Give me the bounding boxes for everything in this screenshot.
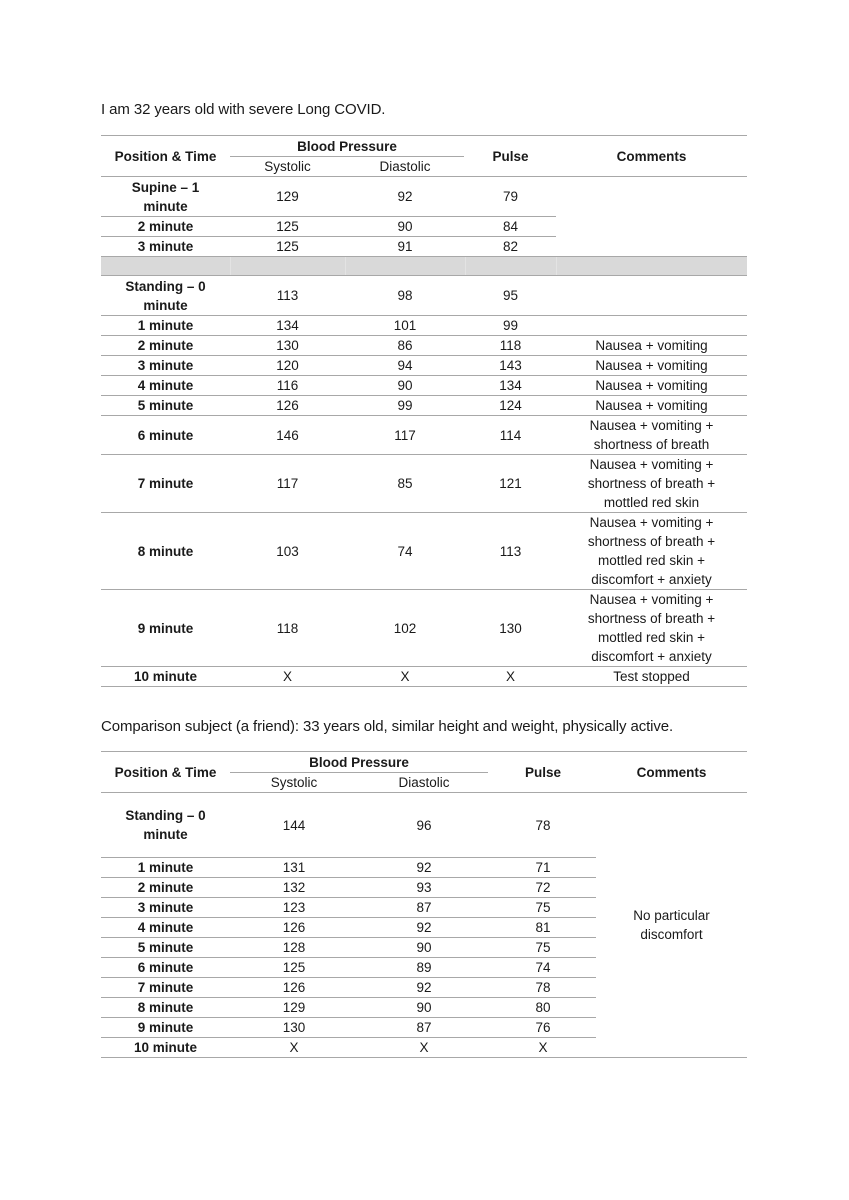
cell-comment: Nausea + vomiting + shortness of breath + mottled red skin bbox=[556, 455, 747, 513]
cell-systolic: 130 bbox=[230, 336, 345, 356]
cell-pulse: 80 bbox=[490, 998, 596, 1018]
cell-position: 3 minute bbox=[101, 356, 230, 376]
section-separator bbox=[101, 257, 747, 276]
cell-diastolic: 92 bbox=[358, 978, 490, 998]
cell-position: 1 minute bbox=[101, 316, 230, 336]
separator-cell bbox=[345, 257, 465, 276]
cell-systolic: 118 bbox=[230, 590, 345, 667]
cell-diastolic: 92 bbox=[358, 918, 490, 938]
cell-systolic: X bbox=[230, 1038, 358, 1058]
cell-systolic: 128 bbox=[230, 938, 358, 958]
cell-position: 5 minute bbox=[101, 938, 230, 958]
cell-diastolic: 74 bbox=[345, 513, 465, 590]
cell-diastolic: 99 bbox=[345, 396, 465, 416]
cell-position: 7 minute bbox=[101, 455, 230, 513]
cell-pulse: 74 bbox=[490, 958, 596, 978]
cell-systolic: 103 bbox=[230, 513, 345, 590]
cell-systolic: 126 bbox=[230, 396, 345, 416]
cell-pulse: X bbox=[490, 1038, 596, 1058]
cell-diastolic: 102 bbox=[345, 590, 465, 667]
cell-systolic: X bbox=[230, 667, 345, 687]
comparison-bp-table bbox=[101, 751, 747, 1058]
cell-position: 4 minute bbox=[101, 918, 230, 938]
cell-position: 2 minute bbox=[101, 217, 230, 237]
cell-position: 1 minute bbox=[101, 858, 230, 878]
cell-comment: Nausea + vomiting bbox=[556, 336, 747, 356]
cell-diastolic: 101 bbox=[345, 316, 465, 336]
table-row bbox=[101, 177, 747, 217]
cell-systolic: 125 bbox=[230, 958, 358, 978]
cell-position: 9 minute bbox=[101, 1018, 230, 1038]
cell-pulse: 71 bbox=[490, 858, 596, 878]
cell-pulse: 143 bbox=[465, 356, 556, 376]
cell-comment: Nausea + vomiting + shortness of breath bbox=[556, 416, 747, 455]
cell-comment: Nausea + vomiting bbox=[556, 396, 747, 416]
cell-systolic: 129 bbox=[230, 998, 358, 1018]
table-row bbox=[101, 455, 747, 513]
cell-systolic: 113 bbox=[230, 276, 345, 316]
cell-pulse: 121 bbox=[465, 455, 556, 513]
cell-comment: No particular discomfort bbox=[596, 793, 747, 1058]
cell-pulse: 95 bbox=[465, 276, 556, 316]
cell-position: 4 minute bbox=[101, 376, 230, 396]
cell-systolic: 116 bbox=[230, 376, 345, 396]
cell-comment bbox=[556, 177, 747, 257]
comparison-intro: Comparison subject (a friend): 33 years old, similar height and weight, physically active. bbox=[101, 718, 674, 735]
cell-pulse: 75 bbox=[490, 938, 596, 958]
table-row bbox=[101, 396, 747, 416]
separator-cell bbox=[465, 257, 556, 276]
cell-pulse: 84 bbox=[465, 217, 556, 237]
patient-intro: I am 32 years old with severe Long COVID. bbox=[101, 101, 386, 118]
separator-cell bbox=[556, 257, 747, 276]
cell-systolic: 129 bbox=[230, 177, 345, 217]
cell-diastolic: 89 bbox=[358, 958, 490, 978]
header-position: Position & Time bbox=[101, 136, 230, 177]
cell-systolic: 125 bbox=[230, 217, 345, 237]
cell-diastolic: 98 bbox=[345, 276, 465, 316]
table-row bbox=[101, 590, 747, 667]
cell-position: 6 minute bbox=[101, 416, 230, 455]
cell-diastolic: 93 bbox=[358, 878, 490, 898]
table-row bbox=[101, 376, 747, 396]
cell-diastolic: 91 bbox=[397, 239, 413, 254]
cell-position: Supine – 1 minute bbox=[101, 177, 230, 217]
cell-pulse: 134 bbox=[465, 376, 556, 396]
cell-pulse: 81 bbox=[490, 918, 596, 938]
cell-comment: Nausea + vomiting bbox=[556, 376, 747, 396]
cell-diastolic: 87 bbox=[358, 898, 490, 918]
header-diastolic: Diastolic bbox=[345, 157, 465, 177]
table-row bbox=[101, 513, 747, 590]
separator-cell bbox=[101, 257, 230, 276]
cell-pulse: 99 bbox=[465, 316, 556, 336]
header-diastolic: Diastolic bbox=[358, 773, 490, 793]
table-row bbox=[101, 356, 747, 376]
cell-systolic: 126 bbox=[230, 978, 358, 998]
cell-diastolic: 92 bbox=[358, 858, 490, 878]
header-systolic: Systolic bbox=[230, 157, 345, 177]
cell-position: 8 minute bbox=[101, 998, 230, 1018]
cell-position: 5 minute bbox=[101, 396, 230, 416]
table-row bbox=[101, 667, 747, 687]
table-row bbox=[101, 316, 747, 336]
table-row bbox=[101, 336, 747, 356]
cell-diastolic: 86 bbox=[345, 336, 465, 356]
cell-position: 7 minute bbox=[101, 978, 230, 998]
cell-position: 3 minute bbox=[101, 898, 230, 918]
cell-position: 2 minute bbox=[101, 878, 230, 898]
cell-diastolic: 87 bbox=[358, 1018, 490, 1038]
cell-pulse: 78 bbox=[490, 793, 596, 858]
patient-bp-table bbox=[101, 135, 747, 687]
cell-comment: Test stopped bbox=[556, 667, 747, 687]
cell-position: Standing – 0 minute bbox=[101, 793, 230, 858]
header-comments: Comments bbox=[596, 752, 747, 793]
cell-position: 6 minute bbox=[101, 958, 230, 978]
cell-systolic: 130 bbox=[230, 1018, 358, 1038]
cell-comment bbox=[556, 316, 747, 336]
cell-pulse: 72 bbox=[490, 878, 596, 898]
cell-pulse: X bbox=[465, 667, 556, 687]
cell-diastolic: 94 bbox=[345, 356, 465, 376]
cell-pulse: 130 bbox=[465, 590, 556, 667]
cell-systolic: 146 bbox=[230, 416, 345, 455]
cell-systolic: 132 bbox=[230, 878, 358, 898]
cell-pulse: 118 bbox=[465, 336, 556, 356]
cell-pulse: 79 bbox=[465, 177, 556, 217]
table-row bbox=[101, 793, 747, 858]
header-blood-pressure: Blood Pressure bbox=[230, 137, 464, 157]
cell-pulse: 78 bbox=[490, 978, 596, 998]
cell-diastolic: 90 bbox=[345, 217, 465, 237]
cell-comment: Nausea + vomiting + shortness of breath + mottled red skin + discomfort + anxiety bbox=[556, 513, 747, 590]
cell-systolic: 117 bbox=[230, 455, 345, 513]
cell-pulse: 82 bbox=[502, 239, 519, 254]
cell-comment: Nausea + vomiting bbox=[556, 356, 747, 376]
cell-diastolic: 90 bbox=[358, 938, 490, 958]
cell-systolic: 120 bbox=[230, 356, 345, 376]
cell-systolic: 134 bbox=[230, 316, 345, 336]
header-blood-pressure: Blood Pressure bbox=[230, 753, 488, 773]
cell-systolic: 144 bbox=[230, 793, 358, 858]
cell-position: 3 minute bbox=[137, 239, 194, 254]
cell-position: 8 minute bbox=[101, 513, 230, 590]
cell-position: 10 minute bbox=[101, 1038, 230, 1058]
cell-position: Standing – 0 minute bbox=[101, 276, 230, 316]
header-pulse: Pulse bbox=[490, 752, 596, 793]
cell-systolic: 123 bbox=[230, 898, 358, 918]
header-comments: Comments bbox=[556, 136, 747, 177]
cell-comment bbox=[556, 276, 747, 316]
cell-diastolic: 117 bbox=[345, 416, 465, 455]
table-row bbox=[101, 416, 747, 455]
cell-pulse: 113 bbox=[465, 513, 556, 590]
cell-systolic: 131 bbox=[230, 858, 358, 878]
cell-pulse: 124 bbox=[465, 396, 556, 416]
cell-comment: Nausea + vomiting + shortness of breath + mottled red skin + discomfort + anxiety bbox=[556, 590, 747, 667]
cell-systolic: 125 bbox=[276, 239, 299, 254]
cell-diastolic: 96 bbox=[358, 793, 490, 858]
cell-diastolic: X bbox=[358, 1038, 490, 1058]
header-systolic: Systolic bbox=[230, 773, 358, 793]
cell-pulse: 76 bbox=[490, 1018, 596, 1038]
cell-diastolic: X bbox=[345, 667, 465, 687]
cell-position: 9 minute bbox=[101, 590, 230, 667]
cell-position: 2 minute bbox=[101, 336, 230, 356]
cell-pulse: 114 bbox=[465, 416, 556, 455]
cell-systolic: 126 bbox=[230, 918, 358, 938]
cell-diastolic: 92 bbox=[345, 177, 465, 217]
separator-cell bbox=[230, 257, 345, 276]
cell-position: 10 minute bbox=[101, 667, 230, 687]
header-position: Position & Time bbox=[101, 752, 230, 793]
header-pulse: Pulse bbox=[465, 136, 556, 177]
cell-diastolic: 90 bbox=[358, 998, 490, 1018]
cell-diastolic: 85 bbox=[345, 455, 465, 513]
cell-diastolic: 90 bbox=[345, 376, 465, 396]
table-row bbox=[101, 276, 747, 316]
cell-pulse: 75 bbox=[490, 898, 596, 918]
